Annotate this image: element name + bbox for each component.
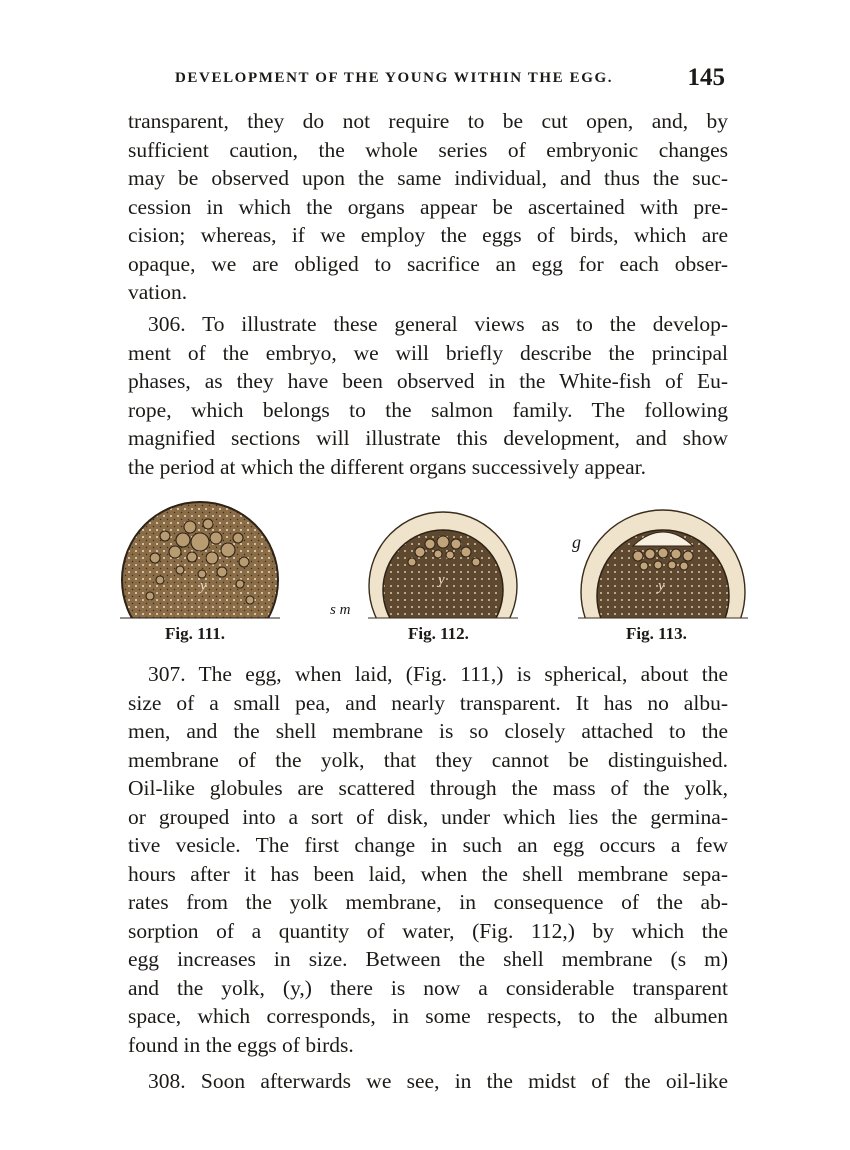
text-line: egg increases in size. Between the shell membrane (s m) [128, 947, 728, 971]
text-line: sufficient caution, the whole series of embryonic changes [128, 137, 728, 162]
egg-illustration-111 [120, 500, 280, 622]
text-line: transparent, they do not require to be cut open, and, by [128, 109, 728, 133]
text-line: magnified sections will illustrate this development, and show [128, 426, 728, 450]
text-line: 306. To illustrate these general views as to the develop- [148, 312, 728, 336]
figure-caption: Fig. 113. [626, 624, 687, 643]
egg-illustration-112 [368, 500, 518, 622]
text-line: 308. Soon afterwards we see, in the midst of the oil-like [148, 1069, 728, 1093]
egg-illustration-113 [578, 500, 748, 622]
text-line: the period at which the different organs successively appear. [128, 454, 647, 479]
text-line: tive vesicle. The first change in such an egg occurs a few [128, 833, 728, 857]
figure-row [118, 500, 748, 650]
text-line: space, which corresponds, in some respects, to the albumen [128, 1004, 728, 1028]
running-head: DEVELOPMENT OF THE YOUNG WITHIN THE EGG. [175, 70, 614, 86]
text-line: and the yolk, (y,) there is now a considerable transparent [128, 975, 728, 1000]
figure-caption: Fig. 112. [408, 624, 469, 643]
paragraph-continued [128, 107, 728, 307]
text-line: membrane of the yolk, that they cannot be distinguished. [128, 747, 728, 772]
paragraph-306 [128, 310, 728, 481]
text-line: sorption of a quantity of water, (Fig. 112,) by which the [128, 918, 728, 943]
yolk-label: y [200, 578, 207, 594]
text-line: men, and the shell membrane is so closely attached to the [128, 719, 728, 743]
text-line: rope, which belongs to the salmon family. The following [128, 397, 728, 422]
text-line: cession in which the organs appear be ascertained with pre- [128, 194, 728, 219]
figure-113 [572, 500, 748, 643]
figure-112 [330, 500, 518, 643]
text-line: opaque, we are obliged to sacrifice an egg for each obser- [128, 251, 728, 276]
text-line: or grouped into a sort of disk, under which lies the germina- [128, 804, 728, 829]
text-line: hours after it has been laid, when the shell membrane sepa- [128, 861, 728, 886]
yolk-label: y [438, 572, 445, 588]
text-line: phases, as they have been observed in the White-fish of Eu- [128, 369, 728, 393]
text-line: rates from the yolk membrane, in consequence of the ab- [128, 890, 728, 914]
paragraph-308 [128, 1067, 728, 1096]
text-line: size of a small pea, and nearly transparent. It has no albu- [128, 690, 728, 715]
text-line: may be observed upon the same individual, and thus the suc- [128, 166, 728, 190]
text-line: found in the eggs of birds. [128, 1032, 354, 1057]
paragraph-307 [128, 660, 728, 1059]
figure-caption: Fig. 111. [165, 624, 225, 643]
text-line: Oil-like globules are scattered through the mass of the yolk, [128, 776, 728, 800]
page-header [175, 64, 735, 98]
page-number: 145 [687, 64, 725, 91]
shell-membrane-label: s m [330, 602, 351, 618]
germ-label: g [572, 532, 581, 552]
yolk-label: y [658, 578, 665, 594]
text-line: 307. The egg, when laid, (Fig. 111,) is spherical, about the [148, 662, 728, 686]
figure-111 [120, 500, 280, 643]
text-line: ment of the embryo, we will briefly describe the principal [128, 340, 728, 365]
text-line: cision; whereas, if we employ the eggs of birds, which are [128, 223, 728, 247]
text-line: vation. [128, 280, 188, 304]
